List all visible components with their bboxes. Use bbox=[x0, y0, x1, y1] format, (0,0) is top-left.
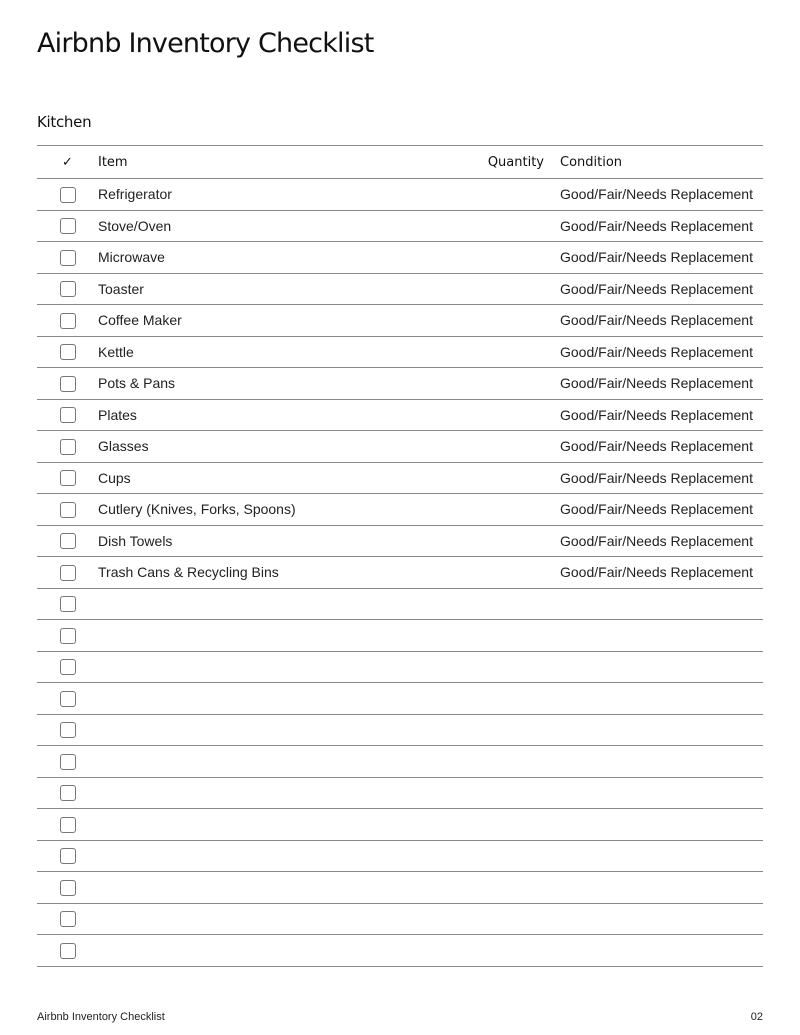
condition-cell: Good/Fair/Needs Replacement bbox=[560, 273, 763, 305]
checkbox[interactable] bbox=[60, 281, 76, 297]
condition-cell bbox=[560, 809, 763, 841]
item-cell: Pots & Pans bbox=[98, 368, 438, 400]
table-row bbox=[37, 588, 763, 620]
quantity-cell[interactable] bbox=[438, 305, 560, 337]
table-row bbox=[37, 462, 763, 494]
checkbox-cell bbox=[37, 809, 98, 841]
quantity-cell[interactable] bbox=[438, 242, 560, 274]
quantity-cell[interactable] bbox=[438, 903, 560, 935]
table-row bbox=[37, 557, 763, 589]
checkbox[interactable] bbox=[60, 218, 76, 234]
quantity-cell[interactable] bbox=[438, 494, 560, 526]
checkbox-cell bbox=[37, 494, 98, 526]
checkbox-cell bbox=[37, 620, 98, 652]
condition-cell: Good/Fair/Needs Replacement bbox=[560, 431, 763, 463]
checkbox-cell bbox=[37, 683, 98, 715]
checkbox[interactable] bbox=[60, 880, 76, 896]
table-row bbox=[37, 683, 763, 715]
checkbox[interactable] bbox=[60, 596, 76, 612]
condition-column-header: Condition bbox=[560, 146, 763, 179]
checkbox[interactable] bbox=[60, 754, 76, 770]
item-cell: Cups bbox=[98, 462, 438, 494]
condition-cell: Good/Fair/Needs Replacement bbox=[560, 399, 763, 431]
checkbox-cell bbox=[37, 525, 98, 557]
item-cell bbox=[98, 840, 438, 872]
checkbox[interactable] bbox=[60, 533, 76, 549]
table-row bbox=[37, 525, 763, 557]
checkbox-cell bbox=[37, 714, 98, 746]
table-row bbox=[37, 809, 763, 841]
condition-cell: Good/Fair/Needs Replacement bbox=[560, 462, 763, 494]
checkbox[interactable] bbox=[60, 407, 76, 423]
checkbox[interactable] bbox=[60, 187, 76, 203]
quantity-cell[interactable] bbox=[438, 620, 560, 652]
table-row bbox=[37, 210, 763, 242]
item-cell: Refrigerator bbox=[98, 179, 438, 211]
condition-cell bbox=[560, 903, 763, 935]
checkbox-cell bbox=[37, 462, 98, 494]
quantity-cell[interactable] bbox=[438, 809, 560, 841]
quantity-cell[interactable] bbox=[438, 336, 560, 368]
quantity-cell[interactable] bbox=[438, 273, 560, 305]
item-cell: Stove/Oven bbox=[98, 210, 438, 242]
condition-cell: Good/Fair/Needs Replacement bbox=[560, 525, 763, 557]
item-cell bbox=[98, 903, 438, 935]
table-row bbox=[37, 305, 763, 337]
quantity-cell[interactable] bbox=[438, 179, 560, 211]
checkbox-cell bbox=[37, 336, 98, 368]
item-cell: Coffee Maker bbox=[98, 305, 438, 337]
checkbox-cell bbox=[37, 210, 98, 242]
checkbox[interactable] bbox=[60, 565, 76, 581]
checkbox[interactable] bbox=[60, 250, 76, 266]
table-row bbox=[37, 935, 763, 967]
item-cell bbox=[98, 935, 438, 967]
quantity-cell[interactable] bbox=[438, 840, 560, 872]
condition-cell bbox=[560, 714, 763, 746]
item-cell: Toaster bbox=[98, 273, 438, 305]
checkbox-cell bbox=[37, 746, 98, 778]
quantity-cell[interactable] bbox=[438, 368, 560, 400]
item-cell bbox=[98, 588, 438, 620]
item-cell bbox=[98, 683, 438, 715]
table-row bbox=[37, 746, 763, 778]
table-row bbox=[37, 399, 763, 431]
quantity-cell[interactable] bbox=[438, 588, 560, 620]
checkbox-cell bbox=[37, 273, 98, 305]
quantity-cell[interactable] bbox=[438, 746, 560, 778]
table-row bbox=[37, 494, 763, 526]
checkbox[interactable] bbox=[60, 470, 76, 486]
checkbox-cell bbox=[37, 242, 98, 274]
inventory-table bbox=[37, 145, 763, 967]
page-number: 02 bbox=[750, 1011, 763, 1023]
condition-cell: Good/Fair/Needs Replacement bbox=[560, 242, 763, 274]
table-row bbox=[37, 777, 763, 809]
checkbox[interactable] bbox=[60, 439, 76, 455]
checkbox[interactable] bbox=[60, 911, 76, 927]
item-cell: Trash Cans & Recycling Bins bbox=[98, 557, 438, 589]
checkbox[interactable] bbox=[60, 313, 76, 329]
condition-cell bbox=[560, 620, 763, 652]
table-row bbox=[37, 872, 763, 904]
quantity-cell[interactable] bbox=[438, 399, 560, 431]
condition-cell: Good/Fair/Needs Replacement bbox=[560, 557, 763, 589]
checkbox-cell bbox=[37, 557, 98, 589]
table-row bbox=[37, 431, 763, 463]
checkbox-cell bbox=[37, 179, 98, 211]
quantity-cell[interactable] bbox=[438, 777, 560, 809]
checkbox-cell bbox=[37, 588, 98, 620]
quantity-cell[interactable] bbox=[438, 935, 560, 967]
checkbox-cell bbox=[37, 399, 98, 431]
quantity-cell[interactable] bbox=[438, 683, 560, 715]
condition-cell bbox=[560, 935, 763, 967]
condition-cell: Good/Fair/Needs Replacement bbox=[560, 494, 763, 526]
condition-cell bbox=[560, 777, 763, 809]
checkbox[interactable] bbox=[60, 502, 76, 518]
item-cell bbox=[98, 872, 438, 904]
table-row bbox=[37, 651, 763, 683]
quantity-cell[interactable] bbox=[438, 651, 560, 683]
condition-cell: Good/Fair/Needs Replacement bbox=[560, 336, 763, 368]
condition-cell bbox=[560, 683, 763, 715]
item-cell: Microwave bbox=[98, 242, 438, 274]
checkbox[interactable] bbox=[60, 376, 76, 392]
checkbox-cell bbox=[37, 651, 98, 683]
table-row bbox=[37, 273, 763, 305]
checkbox-cell bbox=[37, 305, 98, 337]
quantity-cell[interactable] bbox=[438, 872, 560, 904]
item-cell bbox=[98, 777, 438, 809]
condition-cell bbox=[560, 840, 763, 872]
checkbox[interactable] bbox=[60, 817, 76, 833]
quantity-cell[interactable] bbox=[438, 557, 560, 589]
item-cell bbox=[98, 809, 438, 841]
condition-cell: Good/Fair/Needs Replacement bbox=[560, 368, 763, 400]
condition-cell: Good/Fair/Needs Replacement bbox=[560, 179, 763, 211]
condition-cell: Good/Fair/Needs Replacement bbox=[560, 305, 763, 337]
quantity-cell[interactable] bbox=[438, 462, 560, 494]
checkbox[interactable] bbox=[60, 785, 76, 801]
quantity-cell[interactable] bbox=[438, 431, 560, 463]
condition-cell: Good/Fair/Needs Replacement bbox=[560, 210, 763, 242]
item-cell bbox=[98, 714, 438, 746]
condition-cell bbox=[560, 746, 763, 778]
quantity-cell[interactable] bbox=[438, 714, 560, 746]
condition-cell bbox=[560, 588, 763, 620]
item-cell: Plates bbox=[98, 399, 438, 431]
checkbox-cell bbox=[37, 368, 98, 400]
item-cell bbox=[98, 620, 438, 652]
checkbox-cell bbox=[37, 872, 98, 904]
checkbox-cell bbox=[37, 840, 98, 872]
table-row bbox=[37, 840, 763, 872]
checkbox[interactable] bbox=[60, 691, 76, 707]
page-title: Airbnb Inventory Checklist bbox=[37, 28, 374, 59]
table-row bbox=[37, 179, 763, 211]
item-cell: Kettle bbox=[98, 336, 438, 368]
item-column-header: Item bbox=[98, 146, 438, 179]
condition-cell bbox=[560, 872, 763, 904]
condition-cell bbox=[560, 651, 763, 683]
checkbox[interactable] bbox=[60, 659, 76, 675]
checkbox[interactable] bbox=[60, 628, 76, 644]
table-row bbox=[37, 714, 763, 746]
quantity-cell[interactable] bbox=[438, 525, 560, 557]
item-cell: Glasses bbox=[98, 431, 438, 463]
check-column-header: ✓ bbox=[37, 146, 98, 179]
checkbox-cell bbox=[37, 431, 98, 463]
checkbox-cell bbox=[37, 903, 98, 935]
checkbox[interactable] bbox=[60, 344, 76, 360]
item-cell: Dish Towels bbox=[98, 525, 438, 557]
checkbox[interactable] bbox=[60, 848, 76, 864]
section-heading: Kitchen bbox=[37, 113, 92, 131]
table-row bbox=[37, 368, 763, 400]
table-row bbox=[37, 336, 763, 368]
quantity-cell[interactable] bbox=[438, 210, 560, 242]
table-row bbox=[37, 903, 763, 935]
checkbox[interactable] bbox=[60, 943, 76, 959]
table-row bbox=[37, 620, 763, 652]
item-cell bbox=[98, 746, 438, 778]
footer-title: Airbnb Inventory Checklist bbox=[37, 1011, 165, 1023]
checkbox[interactable] bbox=[60, 722, 76, 738]
table-header bbox=[37, 146, 763, 179]
table-row bbox=[37, 242, 763, 274]
item-cell: Cutlery (Knives, Forks, Spoons) bbox=[98, 494, 438, 526]
item-cell bbox=[98, 651, 438, 683]
checkbox-cell bbox=[37, 777, 98, 809]
quantity-column-header: Quantity bbox=[438, 146, 560, 179]
checkbox-cell bbox=[37, 935, 98, 967]
